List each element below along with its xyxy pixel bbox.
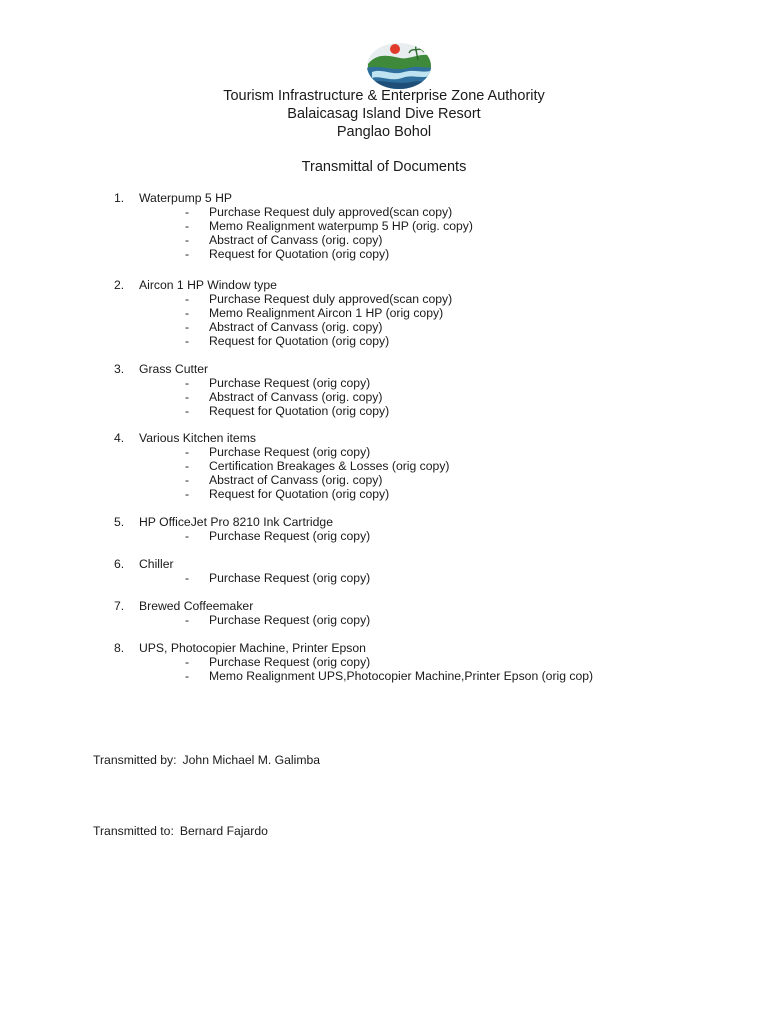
item-name: Grass Cutter <box>139 362 209 376</box>
sub-item-text: Abstract of Canvass (orig. copy) <box>209 233 383 247</box>
sub-item-text: Request for Quotation (orig copy) <box>209 404 390 418</box>
sub-list <box>0 376 768 418</box>
bullet-dash: - <box>185 334 190 348</box>
sub-item-text: Purchase Request (orig copy) <box>209 613 371 627</box>
sub-list <box>0 292 768 348</box>
item-number: 3. <box>114 362 125 376</box>
sub-item-text: Purchase Request (orig copy) <box>209 445 371 459</box>
sub-item <box>0 292 768 306</box>
item-number: 4. <box>114 431 125 445</box>
sub-item-text: Request for Quotation (orig copy) <box>209 247 390 261</box>
item-number: 6. <box>114 557 125 571</box>
item-number: 7. <box>114 599 125 613</box>
sub-item <box>0 459 768 473</box>
sub-item-text: Purchase Request (orig copy) <box>209 529 371 543</box>
bullet-dash: - <box>185 459 190 473</box>
bullet-dash: - <box>185 445 190 459</box>
sub-item <box>0 376 768 390</box>
transmitted-by <box>93 753 320 767</box>
bullet-dash: - <box>185 292 190 306</box>
bullet-dash: - <box>185 487 190 501</box>
item-name: UPS, Photocopier Machine, Printer Epson <box>139 641 366 655</box>
bullet-dash: - <box>185 669 190 683</box>
item-name: Aircon 1 HP Window type <box>139 278 277 292</box>
sub-item <box>0 404 768 418</box>
sub-item <box>0 390 768 404</box>
item-number: 5. <box>114 515 125 529</box>
sub-list <box>0 571 768 585</box>
logo-sun <box>390 44 400 54</box>
item-name: HP OfficeJet Pro 8210 Ink Cartridge <box>139 515 333 529</box>
sub-list <box>0 613 768 627</box>
sub-item <box>0 613 768 627</box>
sub-item <box>0 247 768 261</box>
transmitted-to-name: Bernard Fajardo <box>179 824 268 838</box>
sub-item-text: Abstract of Canvass (orig. copy) <box>209 473 383 487</box>
item-number: 8. <box>114 641 125 655</box>
sub-list <box>0 529 768 543</box>
sub-item-text: Memo Realignment UPS,Photocopier Machine,Printer Epson (orig cop) <box>209 669 594 683</box>
bullet-dash: - <box>185 306 190 320</box>
item-name: Waterpump 5 HP <box>139 191 233 205</box>
sub-item-text: Abstract of Canvass (orig. copy) <box>209 390 383 404</box>
bullet-dash: - <box>185 376 190 390</box>
sub-item-text: Certification Breakages & Losses (orig copy) <box>209 459 450 473</box>
sub-item-text: Request for Quotation (orig copy) <box>209 334 390 348</box>
sub-item-text: Purchase Request (orig copy) <box>209 571 371 585</box>
item-name: Chiller <box>139 557 174 571</box>
bullet-dash: - <box>185 571 190 585</box>
tieza-island-logo-icon <box>366 42 432 90</box>
sub-item <box>0 571 768 585</box>
transmitted-by-label: Transmitted by: <box>93 753 177 767</box>
sub-item-text: Memo Realignment waterpump 5 HP (orig. copy) <box>209 219 473 233</box>
sub-item <box>0 473 768 487</box>
transmitted-by-name: John Michael M. Galimba <box>182 753 321 767</box>
item-name: Various Kitchen items <box>139 431 256 445</box>
sub-item-text: Purchase Request (orig copy) <box>209 376 371 390</box>
sub-item <box>0 487 768 501</box>
item-name: Brewed Coffeemaker <box>139 599 254 613</box>
bullet-dash: - <box>185 613 190 627</box>
sub-item <box>0 205 768 219</box>
transmitted-to <box>93 824 268 838</box>
transmitted-to-label: Transmitted to: <box>93 824 174 838</box>
resort-name: Balaicasag Island Dive Resort <box>287 106 481 122</box>
sub-item-text: Purchase Request duly approved(scan copy) <box>209 205 453 219</box>
sub-item <box>0 219 768 233</box>
bullet-dash: - <box>185 320 190 334</box>
sub-item <box>0 233 768 247</box>
bullet-dash: - <box>185 205 190 219</box>
sub-item-text: Memo Realignment Aircon 1 HP (orig copy) <box>209 306 444 320</box>
org-name: Tourism Infrastructure & Enterprise Zone Authority <box>223 88 545 104</box>
sub-item <box>0 445 768 459</box>
bullet-dash: - <box>185 219 190 233</box>
sub-list <box>0 205 768 261</box>
sub-item-text: Request for Quotation (orig copy) <box>209 487 390 501</box>
sub-list <box>0 445 768 501</box>
location: Panglao Bohol <box>336 124 432 140</box>
sub-item-text: Abstract of Canvass (orig. copy) <box>209 320 383 334</box>
sub-item-text: Purchase Request (orig copy) <box>209 655 371 669</box>
bullet-dash: - <box>185 473 190 487</box>
sub-item <box>0 306 768 320</box>
bullet-dash: - <box>185 247 190 261</box>
sub-item <box>0 529 768 543</box>
sub-list <box>0 655 768 683</box>
sub-item <box>0 655 768 669</box>
sub-item-text: Purchase Request duly approved(scan copy) <box>209 292 453 306</box>
bullet-dash: - <box>185 529 190 543</box>
bullet-dash: - <box>185 233 190 247</box>
sub-item <box>0 669 768 683</box>
bullet-dash: - <box>185 404 190 418</box>
bullet-dash: - <box>185 390 190 404</box>
document-title: Transmittal of Documents <box>301 159 467 175</box>
document-header <box>0 87 768 141</box>
item-number: 2. <box>114 278 125 292</box>
item-number: 1. <box>114 191 125 205</box>
sub-item <box>0 334 768 348</box>
bullet-dash: - <box>185 655 190 669</box>
sub-item <box>0 320 768 334</box>
